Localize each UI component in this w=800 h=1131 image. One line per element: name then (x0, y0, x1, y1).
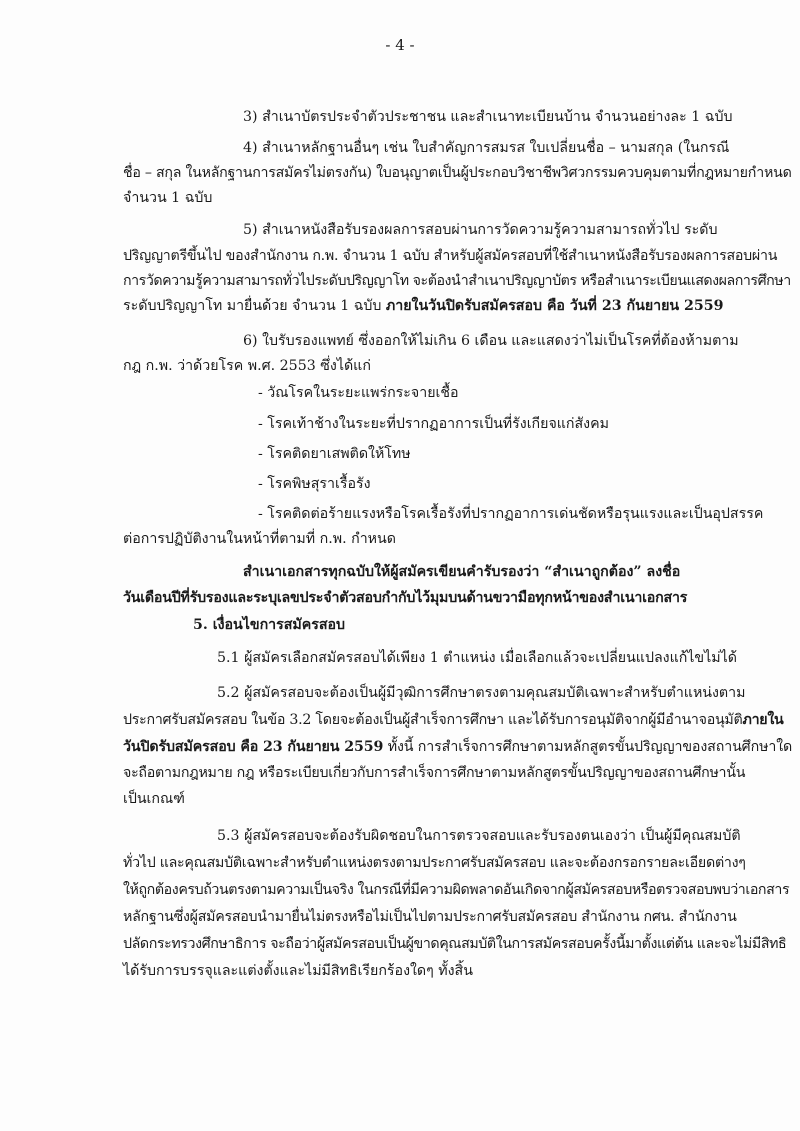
item-4-line-3: จำนวน 1 ฉบับ (123, 190, 213, 206)
disease-item-3: - โรคติดยาเสพติดให้โทษ (258, 446, 411, 462)
section-5-3-line-2: ทั่วไป และคุณสมบัติเฉพาะสำหรับตำแหน่งตรงตามประกาศรับสมัครสอบ และจะต้องกรอกรายละเอียดต่างๆ (123, 855, 746, 871)
section-5-heading: 5. เงื่อนไขการสมัครสอบ (193, 617, 346, 633)
item-5-line-1: 5) สำเนาหนังสือรับรองผลการสอบผ่านการวัดความรู้ความสามารถทั่วไป ระดับ (243, 222, 718, 238)
section-5-2-line-3 (123, 737, 792, 757)
item-5-deadline: ภายในวันปิดรับสมัครสอบ คือ วันที่ 23 กันยายน 2559 (385, 298, 724, 314)
section-5-2-line-3-text: ทั้งนี้ การสำเร็จการศึกษาตามหลักสูตรขั้นปริญญาของสถานศึกษาใด (383, 739, 793, 755)
section-5-2-line-2 (123, 710, 784, 730)
item-6-line-2: กฎ ก.พ. ว่าด้วยโรค พ.ศ. 2553 ซึ่งได้แก่ (123, 358, 371, 374)
section-5-2-line-2-text: ประกาศรับสมัครสอบ ในข้อ 3.2 โดยจะต้องเป็นผู้สำเร็จการศึกษา และได้รับการอนุมัติจากผู้มีอำนาจอนุมัติ (123, 712, 743, 728)
item-5-line-4 (123, 296, 724, 316)
disease-item-5: - โรคติดต่อร้ายแรงหรือโรคเรื้อรังที่ปรากฏอาการเด่นชัดหรือรุนแรงและเป็นอุปสรรค (258, 506, 764, 522)
page-number: - 4 - (385, 36, 415, 54)
item-5-line-4-text: ระดับปริญญาโท มายื่นด้วย จำนวน 1 ฉบับ (123, 298, 386, 314)
certification-notice-line-2: วันเดือนปีที่รับรองและระบุเลขประจำตัวสอบกำกับไว้มุมบนด้านขวามือทุกหน้าของสำเนาเอกสาร (123, 590, 688, 606)
item-5-line-2: ปริญญาตรีขึ้นไป ของสำนักงาน ก.พ. จำนวน 1 ฉบับ สำหรับผู้สมัครสอบที่ใช้สำเนาหนังสือรับรองผลการสอบผ่าน (123, 248, 778, 264)
item-3: 3) สำเนาบัตรประจำตัวประชาชน และสำเนาทะเบียนบ้าน จำนวนอย่างละ 1 ฉบับ (243, 109, 733, 125)
item-4-line-2: ชื่อ – สกุล ในหลักฐานการสมัครไม่ตรงกัน) ใบอนุญาตเป็นผู้ประกอบวิชาชีพวิศวกรรมควบคุมตามที่กฎหมายกำหนด (123, 165, 792, 181)
disease-item-1: - วัณโรคในระยะแพร่กระจายเชื้อ (258, 385, 459, 401)
certification-notice-line-1: สำเนาเอกสารทุกฉบับให้ผู้สมัครเขียนคำรับรองว่า “สำเนาถูกต้อง” ลงชื่อ (243, 564, 681, 580)
section-5-2-line-4: จะถือตามกฎหมาย กฎ หรือระเบียบเกี่ยวกับการสำเร็จการศึกษาตามหลักสูตรขั้นปริญญาของสถานศึกษานั้น (123, 765, 746, 781)
section-5-2-line-5: เป็นเกณฑ์ (123, 791, 185, 807)
section-5-3-line-5: ปลัดกระทรวงศึกษาธิการ จะถือว่าผู้สมัครสอบเป็นผู้ขาดคุณสมบัติในการสมัครสอบครั้งนี้มาตั้งแต่ต้น และจะไม่มีสิทธิ (123, 936, 787, 952)
item-4-line-1: 4) สำเนาหลักฐานอื่นๆ เช่น ใบสำคัญการสมรส ใบเปลี่ยนชื่อ – นามสกุล (ในกรณี (243, 140, 730, 156)
section-5-2-deadline: วันปิดรับสมัครสอบ คือ 23 กันยายน 2559 (123, 739, 384, 755)
section-5-1: 5.1 ผู้สมัครเลือกสมัครสอบได้เพียง 1 ตำแหน่ง เมื่อเลือกแล้วจะเปลี่ยนแปลงแก้ไขไม่ได้ (217, 650, 737, 666)
section-5-2-within: ภายใน (742, 712, 784, 728)
disease-item-4: - โรคพิษสุราเรื้อรัง (258, 476, 371, 492)
section-5-3-line-4: หลักฐานซึ่งผู้สมัครสอบนำมายื่นไม่ตรงหรือไม่เป็นไปตามประกาศรับสมัครสอบ สำนักงาน กศน. สำนักงาน (123, 909, 737, 925)
item-6-line-1: 6) ใบรับรองแพทย์ ซึ่งออกให้ไม่เกิน 6 เดือน และแสดงว่าไม่เป็นโรคที่ต้องห้ามตาม (243, 333, 739, 349)
disease-tail: ต่อการปฏิบัติงานในหน้าที่ตามที่ ก.พ. กำหนด (123, 531, 396, 547)
section-5-3-line-6: ได้รับการบรรจุและแต่งตั้งและไม่มีสิทธิเรียกร้องใดๆ ทั้งสิ้น (123, 963, 473, 979)
section-5-2-line-1: 5.2 ผู้สมัครสอบจะต้องเป็นผู้มีวุฒิการศึกษาตรงตามคุณสมบัติเฉพาะสำหรับตำแหน่งตาม (217, 685, 746, 701)
disease-item-2: - โรคเท้าช้างในระยะที่ปรากฏอาการเป็นที่รังเกียจแก่สังคม (258, 416, 609, 432)
item-5-line-3: การวัดความรู้ความสามารถทั่วไประดับปริญญาโท จะต้องนำสำเนาปริญญาบัตร หรือสำเนาระเบียนแสดงผลการศึกษา (123, 273, 791, 289)
section-5-3-line-1: 5.3 ผู้สมัครสอบจะต้องรับผิดชอบในการตรวจสอบและรับรองตนเองว่า เป็นผู้มีคุณสมบัติ (217, 828, 741, 844)
section-5-3-line-3: ให้ถูกต้องครบถ้วนตรงตามความเป็นจริง ในกรณีที่มีความผิดพลาดอันเกิดจากผู้สมัครสอบหรือตรวจสอบพบว่าเอกสาร (123, 882, 790, 898)
